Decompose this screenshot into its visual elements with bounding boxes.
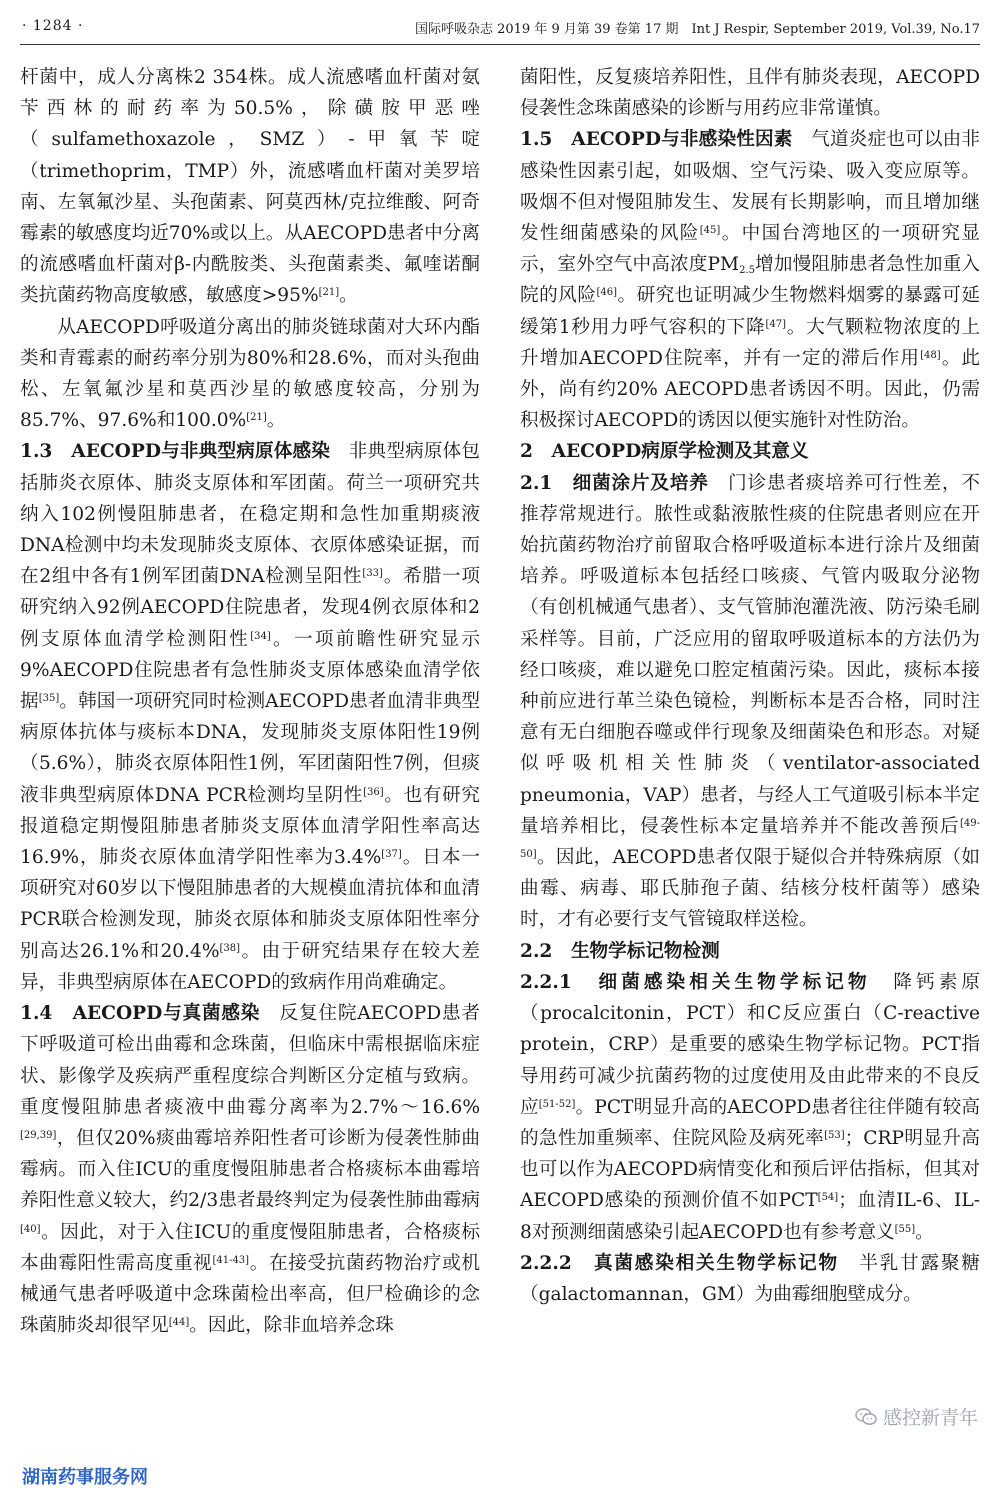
citation-ref: [41-43] [212,1254,250,1266]
section-2-2-1: 2.2.1 细菌感染相关生物学标记物 降钙素原（procalcitonin，PCT）和C反应蛋白（C-reactive protein，CRP）是重要的感染生物学标记物。PCT指导用药可减少抗菌药物的过度使用及由此带来的不良反应[51-52]。PCT明显升高的AECOPD患者往往伴随有较高的急性加重频率、住院风险及病死率[53]；CRP明显升高也可以作为AECOPD病情变化和预后评估指标，但其对AECOPD感染的预测价值不如PCT[54]；血清IL-6、IL-8对预测细菌感染引起AECOPD也有参考意义[55]。 [520,971,981,1243]
citation-ref: [45] [699,225,721,237]
watermark-wechat [851,1403,982,1430]
section-heading: 2.2.1 细菌感染相关生物学标记物 [520,971,871,993]
citation-ref: [53] [824,1129,845,1141]
citation-ref: [37] [381,849,402,861]
section-1-5: 1.5 AECOPD与非感染性因素 气道炎症也可以由非感染性因素引起，如吸烟、空气污染、吸入变应原等。吸烟不但对慢阻肺发生、发展有长期影响，而且增加继发性细菌感染的风险[45]。中国台湾地区的一项研究显示，室外空气中高浓度$PM_{2.5}$增加慢阻肺患者急性加重入院的风险[46]。研究也证明减少生物燃料烟雾的暴露可延缓第1秒用力呼气容积的下降[47]。大气颗粒物浓度的上升增加AECOPD住院率，并有一定的滞后作用[48]。此外，尚有约20% AECOPD患者诱因不明。因此，仍需积极探讨AECOPD的诱因以便实施针对性防治。 [520,129,980,432]
citation-ref: [29,39] [20,1129,57,1141]
citation-ref: [21] [246,412,267,424]
section-2-2-2: 2.2.2 真菌感染相关生物学标记物 半乳甘露聚糖（galactomannan，GM）为曲霉细胞壁成分。 [520,1252,980,1305]
page-header [0,0,1000,52]
left-column [20,62,480,1341]
wechat-icon [855,1408,877,1426]
section-2-1: 2.1 细菌涂片及培养 门诊患者痰培养可行性差，不推荐常规进行。脓性或黏液脓性痰的住院患者则应在开始抗菌药物治疗前留取合格呼吸道标本进行涂片及细菌培养。呼吸道标本包括经口咳痰、气管内吸取分泌物（有创机械通气患者）、支气管肺泡灌洗液、防污染毛刷采样等。目前，广泛应用的留取呼吸道标本的方法仍为经口咳痰，难以避免口腔定植菌污染。因此，痰标本接种前应进行革兰染色镜检，判断标本是否合格，同时注意有无白细胞吞噬或伴行现象及细菌染色和形态。对疑似呼吸机相关性肺炎（ventilator-associated pneumonia，VAP）患者，与经人工气道吸引标本半定量培养相比，侵袭性标本定量培养并不能改善预后[49-50]。因此，AECOPD患者仅限于疑似合并特殊病原（如曲霉、病毒、耶氏肺孢子菌、结核分枝杆菌等）感染时，才有必要行支气管镜取样送检。 [520,472,980,931]
section-heading: 1.5 AECOPD与非感染性因素 [520,129,793,151]
citation-ref: [46] [596,287,617,299]
subscript: 2.5 [739,265,755,277]
citation-ref: [55] [894,1223,916,1235]
citation-ref: [40] [20,1223,41,1235]
page-number: · 1284 · [22,18,84,34]
section-1-3: 1.3 AECOPD与非典型病原体感染 非典型病原体包括肺炎衣原体、肺炎支原体和军团菌。荷兰一项研究共纳入102例慢阻肺患者，在稳定期和急性加重期痰液DNA检测中均未发现肺炎支原体、衣原体感染证据，而在2组中各有1例军团菌DNA检测呈阳性[33]。希腊一项研究纳入92例AECOPD住院患者，发现4例衣原体和2例支原体血清学检测阳性[34]。一项前瞻性研究显示9%AECOPD住院患者有急性肺炎支原体感染血清学依据[35]。韩国一项研究同时检测AECOPD患者血清非典型病原体抗体与痰标本DNA，发现肺炎支原体阳性19例（5.6%），肺炎衣原体阳性1例，军团菌阳性7例，但痰液非典型病原体DNA PCR检测均呈阴性[36]。也有研究报道稳定期慢阻肺患者肺炎支原体血清学阳性率高达16.9%，肺炎衣原体血清学阳性率为3.4%[37]。日本一项研究对60岁以下慢阻肺患者的大规模血清抗体和血清PCR联合检测发现，肺炎衣原体和肺炎支原体阳性率分别高达26.1%和20.4%[38]。由于研究结果存在较大差异，非典型病原体在AECOPD的致病作用尚难确定。 [20,441,480,993]
section-1-4: 1.4 AECOPD与真菌感染 反复住院AECOPD患者下呼吸道可检出曲霉和念珠菌，但临床中需根据临床症状、影像学及疾病严重程度综合判断区分定植与致病。重度慢阻肺患者痰液中曲霉分离率为2.7%～16.6%[29,39]，但仅20%痰曲霉培养阳性者可诊断为侵袭性肺曲霉病。而入住ICU的重度慢阻肺患者合格痰标本曲霉培养阳性意义较大，约2/3患者最终判定为侵袭性肺曲霉病[40]。因此，对于入住ICU的重度慢阻肺患者，合格痰标本曲霉阳性需高度重视[41-43]。在接受抗菌药物治疗或机械通气患者呼吸道中念珠菌检出率高，但尸检确诊的念珠菌肺炎却很罕见[44]。因此，除非血培养念珠 [20,1003,480,1337]
citation-ref: [34] [250,630,271,642]
paragraph: 菌阳性，反复痰培养阳性，且伴有肺炎表现，AECOPD侵袭性念珠菌感染的诊断与用药应非常谨慎。 [520,67,980,120]
citation-ref: [44] [168,1317,190,1329]
citation-ref: [36] [363,786,384,798]
header-rule [20,44,980,45]
citation-ref: [33] [362,568,383,580]
citation-ref: [35] [38,693,60,705]
journal-citation: 国际呼吸杂志 2019 年 9 月第 39 卷第 17 期 Int J Respir, September 2019, Vol.39, No.17 [414,22,980,37]
paragraph: 杆菌中，成人分离株2 354株。成人流感嗜血杆菌对氨苄西林的耐药率为50.5%，除磺胺甲恶唑（sulfamethoxazole，SMZ）-甲氧苄啶（trimethoprim，TMP）外，流感嗜血杆菌对美罗培南、左氧氟沙星、头孢菌素、阿莫西林/克拉维酸、阿奇霉素的敏感度均近70%或以上。从AECOPD患者中分离的流感嗜血杆菌对β-内酰胺类、头孢菌素类、氟喹诺酮类抗菌药物高度敏感，敏感度>95%[21]。 [20,67,480,307]
citation-ref: [38] [219,942,241,954]
watermark-text: 感控新青年 [882,1407,978,1429]
citation-ref: [49-50] [520,817,980,861]
section-heading: 2.1 细菌涂片及培养 [520,472,709,494]
section-heading: 1.4 AECOPD与真菌感染 [20,1003,261,1025]
citation-ref: [51-52] [538,1098,576,1110]
paragraph: 从AECOPD呼吸道分离出的肺炎链球菌对大环内酯类和青霉素的耐药率分别为80%和28.6%，而对头孢曲松、左氧氟沙星和莫西沙星的敏感度较高，分别为85.7%、97.6%和100.0%[21]。 [20,316,480,432]
section-heading: 1.3 AECOPD与非典型病原体感染 [20,441,331,463]
citation-ref: [21] [318,287,340,299]
citation-ref: [47] [765,318,786,330]
right-column [520,62,980,1310]
section-2-2-heading: 2.2 生物学标记物检测 [520,940,720,962]
section-heading: 2.2.2 真菌感染相关生物学标记物 [520,1252,839,1274]
section-2-heading: 2 AECOPD病原学检测及其意义 [520,441,809,463]
citation-ref: [48] [920,349,941,361]
citation-ref: [54] [817,1192,839,1204]
watermark-site: 湖南药事服务网 [22,1467,148,1488]
